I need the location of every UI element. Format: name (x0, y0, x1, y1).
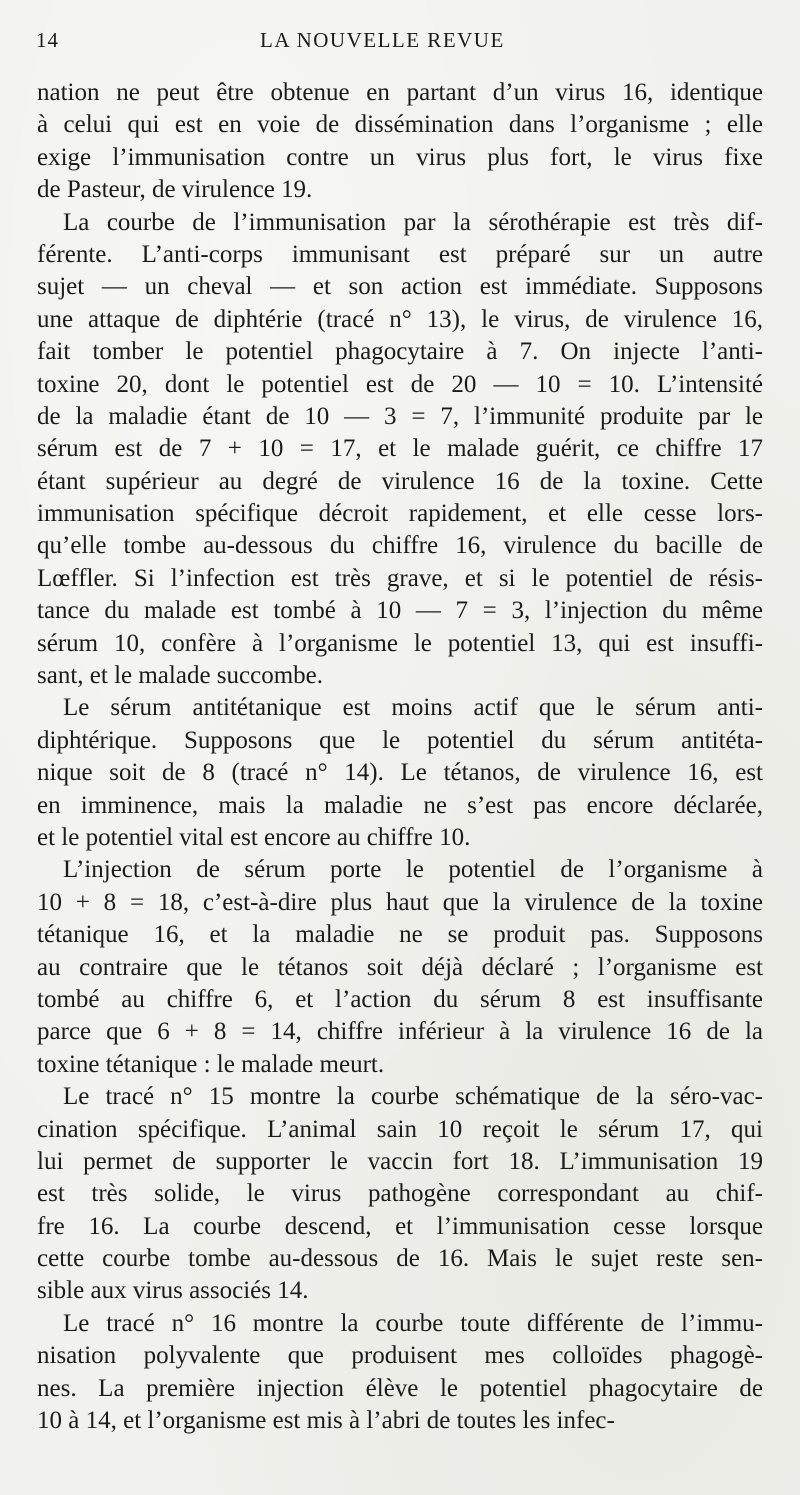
text-line: en imminence, mais la maladie ne s’est pas encore déclarée, (37, 791, 763, 819)
text-line: parce que 6 + 8 = 14, chiffre inférieur à la virulence 16 de la (37, 1018, 763, 1046)
text-line: Lœffler. Si l’infection est très grave, et si le potentiel de résis- (37, 564, 763, 592)
text-line: étant supérieur au degré de virulence 16 de la toxine. Cette (37, 467, 763, 495)
text-line: La courbe de l’immunisation par la sérothérapie est très dif- (63, 208, 763, 236)
page-number: 14 (36, 28, 59, 52)
text-line: immunisation spécifique décroit rapidement, et elle cesse lors- (37, 500, 763, 528)
paragraph (37, 207, 763, 693)
text-line: 10 + 8 = 18, c’est-à-dire plus haut que la virulence de la toxine (37, 888, 763, 916)
text-line: Le tracé n° 16 montre la courbe toute différente de l’immu- (63, 1309, 763, 1337)
text-line: nation ne peut être obtenue en partant d’un virus 16, identique (37, 79, 763, 106)
text-line: diphtérique. Supposons que le potentiel du sérum antitéta- (37, 726, 763, 754)
text-line: sujet — un cheval — et son action est immédiate. Supposons (37, 273, 763, 301)
text-line: fait tomber le potentiel phagocytaire à 7. On injecte l’anti- (37, 338, 763, 366)
text-line: nes. La première injection élève le potentiel phagocytaire de (37, 1374, 763, 1402)
text-line: est très solide, le virus pathogène correspondant au chif- (37, 1180, 763, 1208)
text-line: férente. L’anti-corps immunisant est préparé sur un autre (37, 240, 763, 268)
text-line: Le sérum antitétanique est moins actif que le sérum anti- (63, 694, 763, 722)
text-line: fre 16. La courbe descend, et l’immunisation cesse lorsque (37, 1212, 763, 1240)
text-line: toxine 20, dont le potentiel est de 20 — 10 = 10. L’intensité (37, 370, 763, 398)
text-line: qu’elle tombe au-dessous du chiffre 16, virulence du bacille de (37, 532, 763, 560)
text-line: à celui qui est en voie de dissémination dans l’organisme ; elle (37, 111, 763, 139)
text-line: nique soit de 8 (tracé n° 14). Le tétanos, de virulence 16, est (37, 759, 763, 787)
text-line: de la maladie étant de 10 — 3 = 7, l’immunité produite par le (37, 402, 763, 430)
text-line: 10 à 14, et l’organisme est mis à l’abri de toutes les infec- (37, 1407, 615, 1435)
text-line: L’injection de sérum porte le potentiel de l’organisme à (63, 856, 763, 884)
text-line: Le tracé n° 15 montre la courbe schématique de la séro-vac- (63, 1083, 763, 1111)
text-line: toxine tétanique : le malade meurt. (37, 1050, 385, 1078)
text-line: au contraire que le tétanos soit déjà déclaré ; l’organisme est (37, 953, 763, 981)
text-line: exige l’immunisation contre un virus plus fort, le virus fixe (37, 143, 763, 171)
text-line: et le potentiel vital est encore au chiffre 10. (37, 823, 471, 851)
text-line: une attaque de diphtérie (tracé n° 13), le virus, de virulence 16, (37, 305, 763, 333)
text-line: tombé au chiffre 6, et l’action du sérum 8 est insuffisante (37, 985, 763, 1013)
paragraph (37, 77, 763, 207)
article-body (37, 77, 763, 1437)
text-line: sant, et le malade succombe. (37, 662, 323, 690)
journal-title: LA NOUVELLE REVUE (260, 28, 505, 52)
text-line: sérum 10, confère à l’organisme le potentiel 13, qui est insuffi- (37, 629, 763, 657)
text-line: sible aux virus associés 14. (37, 1277, 309, 1305)
running-header (36, 28, 766, 58)
text-line: nisation polyvalente que produisent mes colloïdes phagogè- (37, 1342, 763, 1370)
paragraph (37, 692, 763, 854)
text-line: lui permet de supporter le vaccin fort 18. L’immunisation 19 (37, 1147, 763, 1175)
text-line: cination spécifique. L’animal sain 10 reçoit le sérum 17, qui (37, 1115, 763, 1143)
text-line: tétanique 16, et la maladie ne se produit pas. Supposons (37, 921, 763, 949)
paragraph (37, 854, 763, 1081)
text-line: cette courbe tombe au-dessous de 16. Mais le sujet reste sen- (37, 1245, 763, 1273)
text-line: tance du malade est tombé à 10 — 7 = 3, l’injection du même (37, 597, 763, 625)
text-line: de Pasteur, de virulence 19. (37, 176, 313, 204)
text-line: sérum est de 7 + 10 = 17, et le malade guérit, ce chiffre 17 (37, 435, 763, 463)
paragraph (37, 1081, 763, 1308)
paragraph (37, 1308, 763, 1438)
